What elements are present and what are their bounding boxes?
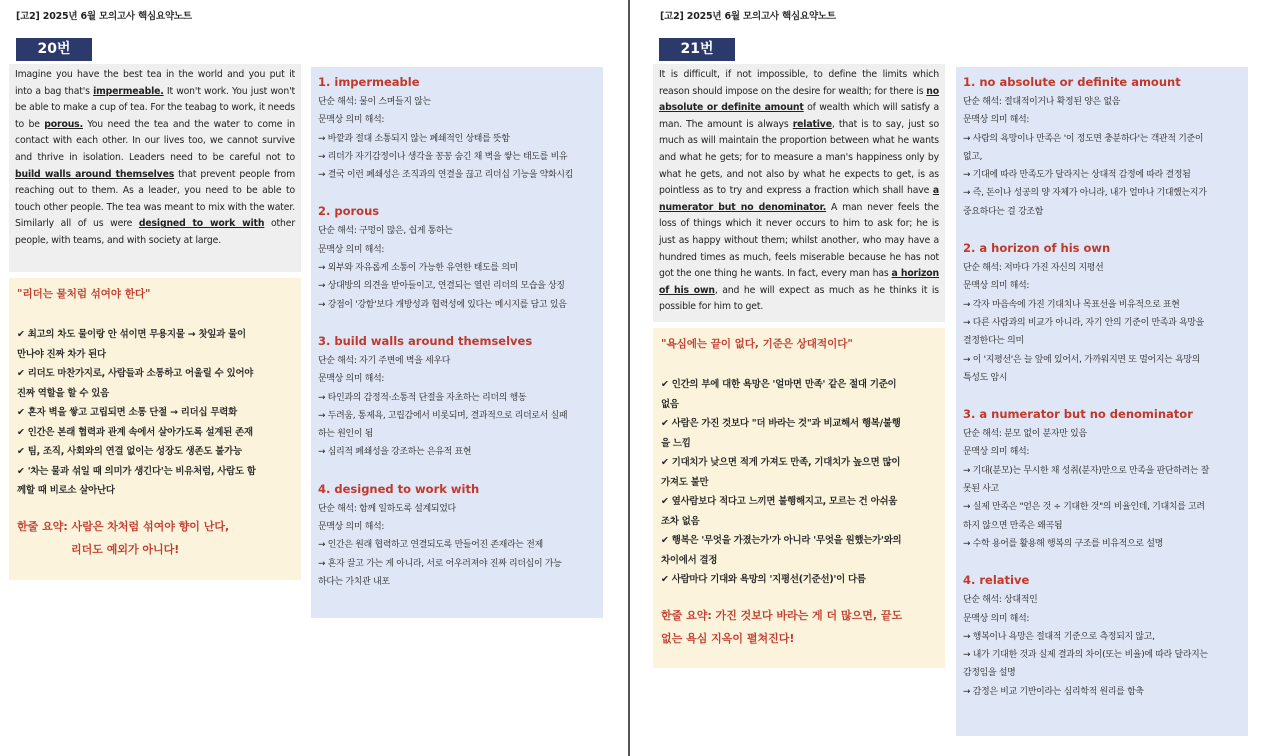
vocab-title: 1. no absolute or definite amount bbox=[963, 75, 1181, 89]
vocab-line: → 상대방의 의견을 받아들이고, 연결되는 열린 리더의 모습을 상징 bbox=[318, 281, 565, 292]
vocab-line: 문맥상 의미 해석: bbox=[963, 447, 1030, 458]
vocab-line: → 이 '지평선'은 늘 앞에 있어서, 가까워지면 또 멀어지는 욕망의 bbox=[963, 354, 1201, 365]
vocab-line: 하는 원인이 됨 bbox=[318, 429, 374, 440]
vocab-line: → 타인과의 감정적·소통적 단절을 자초하는 리더의 행동 bbox=[318, 392, 527, 403]
summary-item: ✔ 인간의 부에 대한 욕망은 '얼마면 만족' 같은 절대 기준이 bbox=[661, 379, 897, 390]
page-divider bbox=[628, 0, 630, 756]
summary-item: 께할 때 비로소 살아난다 bbox=[17, 485, 115, 496]
underlined-term: relative bbox=[792, 118, 832, 130]
page-header: [고2] 2025년 6월 모의고사 핵심요약노트 bbox=[16, 11, 192, 22]
vocab-line: → 각자 마음속에 가진 기대치나 목표선을 비유적으로 표현 bbox=[963, 299, 1180, 310]
vocab-line: → 바깥과 절대 소통되지 않는 폐쇄적인 상태를 뜻함 bbox=[318, 133, 510, 144]
vocab-line: 단순 해석: 함께 일하도록 설계되었다 bbox=[318, 503, 456, 514]
vocab-entry bbox=[318, 478, 596, 591]
underlined-term: a numerator but no denominator. bbox=[659, 185, 939, 213]
vocab-entry bbox=[963, 71, 1241, 221]
passage-segment: It is difficult, if not impossible, to define the limits which reason should impose on the desire for wealth; for there is bbox=[659, 69, 939, 97]
vocab-line: 문맥상 의미 해석: bbox=[963, 613, 1030, 624]
summary-item: ✔ '차는 물과 섞일 때 의미가 생긴다'는 비유처럼, 사람도 함 bbox=[17, 465, 256, 477]
passage-segment: Imagine you have the best tea in the world and you put it into a bag that's bbox=[15, 69, 295, 97]
vocab-title: 3. build walls around themselves bbox=[318, 333, 533, 348]
vocab-title: 4. designed to work with bbox=[318, 481, 480, 496]
one-line-summary-2: 리더도 예외가 아니다! bbox=[71, 542, 180, 556]
page-header: [고2] 2025년 6월 모의고사 핵심요약노트 bbox=[660, 11, 836, 22]
underlined-term: designed to work with bbox=[138, 218, 265, 230]
underlined-term: no absolute or definite amount bbox=[659, 85, 939, 114]
vocab-line: → 심리적 폐쇄성을 강조하는 은유적 표현 bbox=[318, 447, 472, 458]
summary-item: 가져도 불만 bbox=[661, 476, 709, 488]
passage-segment: A man never feels the loss of things which it never occurs to him to ask for; he is just as happy without them; whilst another, who may have a hundred times as much, feels miserable because he has not got the one thing he wants. In fact, every man has bbox=[659, 201, 939, 280]
one-line-summary bbox=[17, 515, 293, 561]
vocab-title: 4. relative bbox=[963, 573, 1030, 588]
vocab-title: 1. impermeable bbox=[318, 75, 420, 89]
vocab-line: 못된 사고 bbox=[963, 484, 999, 495]
vocab-line: 없고, bbox=[963, 151, 983, 162]
passage-segment: , and he will expect as much as he thinks it is possible for him to get. bbox=[659, 284, 939, 313]
summary-list bbox=[17, 325, 293, 501]
vocab-entry bbox=[318, 71, 596, 184]
vocab-line: → 두려움, 통제욕, 고립감에서 비롯되며, 결과적으로 리더로서 실패 bbox=[318, 410, 568, 421]
summary-item: 만나야 진짜 차가 된다 bbox=[17, 348, 106, 360]
summary-item: 진짜 역할을 할 수 있음 bbox=[17, 387, 109, 399]
passage-segment: , that is to say, just so much as will maintain the proportion between what he wants and what he gets; for to measure a man's happiness only by what he gets, and not also by what he expects to get, is as pointless as to try and express a fraction which shall have bbox=[659, 118, 939, 197]
vocab-line: 단순 해석: 절대적이거나 확정된 양은 없음 bbox=[963, 97, 1121, 107]
vocab-line: 감정임을 설명 bbox=[963, 668, 1016, 679]
summary-item: ✔ 사람마다 기대와 욕망의 '지평선(기준선)'이 다름 bbox=[661, 574, 866, 585]
vocab-line: → 내가 기대한 것과 실제 결과의 차이(또는 비율)에 따라 달라지는 bbox=[963, 650, 1208, 661]
one-line-summary-1: 한줄 요약: 가진 것보다 바라는 게 더 많으면, 끝도 bbox=[661, 608, 903, 622]
summary-item: ✔ 팀, 조직, 사회와의 연결 없이는 성장도 생존도 불가능 bbox=[17, 446, 242, 457]
vocab-line: 문맥상 의미 해석: bbox=[318, 115, 385, 126]
passage-text bbox=[9, 64, 301, 272]
vocab-line: → 강점이 '강함'보다 개방성과 협력성에 있다는 메시지를 담고 있음 bbox=[318, 299, 567, 310]
summary-item: 차이에서 결정 bbox=[661, 554, 718, 566]
vocab-entry bbox=[963, 403, 1241, 553]
one-line-summary bbox=[661, 604, 937, 650]
vocab-line: 결정한다는 의미 bbox=[963, 336, 1024, 347]
vocab-line: → 결국 이런 폐쇄성은 조직과의 연결을 끊고 리더십 기능을 약화시킴 bbox=[318, 170, 574, 181]
underlined-term: a horizon of his own bbox=[659, 268, 939, 296]
vocab-line: → 혼자 끌고 가는 게 아니라, 서로 어우러져야 진짜 리더십이 가능 bbox=[318, 558, 562, 569]
summary-item: ✔ 혼자 벽을 쌓고 고립되면 소통 단절 → 리더십 무력화 bbox=[17, 407, 238, 418]
vocab-line: → 리더가 자기감정이나 생각을 꽁꽁 숨긴 채 벽을 쌓는 태도를 비유 bbox=[318, 151, 568, 162]
vocab-line: → 즉, 돈이나 성공의 양 자체가 아니라, 내가 얼마나 기대했는지가 bbox=[963, 188, 1207, 199]
vocab-line: 문맥상 의미 해석: bbox=[318, 244, 385, 255]
summary-item: ✔ 인간은 본래 협력과 관계 속에서 살아가도록 설계된 존재 bbox=[17, 426, 253, 438]
vocab-entry bbox=[318, 200, 596, 313]
vocab-line: → 외부와 자유롭게 소통이 가능한 유연한 태도를 의미 bbox=[318, 263, 518, 274]
passage-segment: of wealth which will satisfy a man. The amount is always bbox=[659, 102, 940, 130]
vocab-line: → 수학 용어를 활용해 행복의 구조를 비유적으로 설명 bbox=[963, 538, 1163, 549]
one-line-summary-2: 없는 욕심 지옥이 펼쳐진다! bbox=[661, 631, 795, 645]
question-number: 21번 bbox=[659, 38, 735, 61]
vocab-line: 문맥상 의미 해석: bbox=[318, 522, 385, 533]
vocab-line: 단순 해석: 저마다 가진 자신의 지평선 bbox=[963, 263, 1104, 274]
page-right bbox=[634, 0, 1262, 756]
passage-segment: that prevent people from reaching out to them. As a leader, you need to be able to touch other people. The tea was meant to mix with the water. Similarly all of us were bbox=[15, 168, 295, 230]
summary-item: 을 느낌 bbox=[661, 437, 691, 449]
underlined-term: porous. bbox=[44, 118, 83, 130]
vocab-line: 하다는 가치관 내포 bbox=[318, 576, 390, 587]
vocab-line: 단순 해석: 자기 주변에 벽을 세우다 bbox=[318, 355, 451, 366]
summary-item: ✔ 기대치가 낮으면 적게 가져도 만족, 기대치가 높으면 많이 bbox=[661, 457, 901, 468]
vocab-line: 단순 해석: 물이 스며들지 않는 bbox=[318, 97, 431, 107]
vocab-entry bbox=[963, 237, 1241, 387]
summary-box bbox=[9, 278, 301, 580]
vocab-line: 단순 해석: 구멍이 많은, 쉽게 통하는 bbox=[318, 226, 453, 237]
summary-item: 없음 bbox=[661, 398, 679, 410]
vocab-box bbox=[956, 67, 1248, 736]
summary-item: ✔ 최고의 차도 물이랑 안 섞이면 무용지물 → 찻잎과 물이 bbox=[17, 329, 246, 340]
summary-item: 조차 없음 bbox=[661, 515, 700, 527]
summary-item: ✔ 사람은 가진 것보다 "더 바라는 것"과 비교해서 행복/불행 bbox=[661, 418, 901, 429]
vocab-line: 문맥상 의미 해석: bbox=[963, 115, 1030, 126]
summary-box bbox=[653, 328, 945, 668]
vocab-line: → 실제 만족은 "얻은 것 ÷ 기대한 것"의 비율인데, 기대치를 고려 bbox=[963, 502, 1205, 513]
vocab-line: 문맥상 의미 해석: bbox=[318, 374, 385, 385]
vocab-line: 단순 해석: 분모 없이 분자만 있음 bbox=[963, 429, 1087, 440]
vocab-title: 2. porous bbox=[318, 204, 380, 219]
passage-text bbox=[653, 64, 945, 322]
vocab-entry bbox=[318, 330, 596, 462]
vocab-line: 특성도 암시 bbox=[963, 372, 1008, 383]
vocab-line: → 기대에 따라 만족도가 달라지는 상대적 감정에 따라 결정됨 bbox=[963, 170, 1191, 181]
summary-item: ✔ 행복은 '무엇을 가졌는가'가 아니라 '무엇을 원했는가'와의 bbox=[661, 535, 902, 546]
vocab-title: 2. a horizon of his own bbox=[963, 241, 1111, 256]
summary-title: "리더는 물처럼 섞여야 한다" bbox=[17, 288, 151, 300]
passage-segment: other people, with teams, and with society at large. bbox=[15, 218, 296, 246]
vocab-line: → 감정은 비교 기반이라는 심리학적 원리를 함축 bbox=[963, 686, 1144, 697]
vocab-line: 하지 않으면 만족은 왜곡됨 bbox=[963, 520, 1063, 531]
underlined-term: build walls around themselves bbox=[15, 168, 175, 180]
vocab-title: 3. a numerator but no denominator bbox=[963, 407, 1193, 422]
vocab-line: → 사람의 욕망이나 만족은 '이 정도면 충분하다'는 객관적 기준이 bbox=[963, 133, 1204, 144]
one-line-summary-1: 한줄 요약: 사람은 차처럼 섞여야 향이 난다, bbox=[17, 519, 230, 533]
vocab-line: 문맥상 의미 해석: bbox=[963, 281, 1030, 292]
underlined-term: impermeable. bbox=[93, 85, 164, 97]
passage-segment: It won't work. You just won't be able to make a cup of tea. For the teabag to work, it needs to be bbox=[15, 85, 295, 130]
vocab-line: 단순 해석: 상대적인 bbox=[963, 595, 1038, 606]
vocab-line: → 행복이나 욕망은 절대적 기준으로 측정되지 않고, bbox=[963, 631, 1155, 642]
summary-title: "욕심에는 끝이 없다, 기준은 상대적이다" bbox=[661, 338, 853, 350]
vocab-line: → 기대(분모)는 무시한 채 성취(분자)만으로 만족을 판단하려는 잘 bbox=[963, 465, 1210, 476]
passage-segment: You need the tea and the water to come in contact with each other. In our lives too, we cannot survive and thrive in isolation. Leaders need to be careful not to bbox=[15, 118, 296, 163]
page-left bbox=[0, 0, 628, 756]
vocab-line: 중요하다는 걸 강조함 bbox=[963, 206, 1044, 217]
vocab-box bbox=[311, 67, 603, 618]
summary-item: ✔ 옆사람보다 적다고 느끼면 불행해지고, 모르는 건 아쉬움 bbox=[661, 496, 898, 507]
summary-item: ✔ 리더도 마찬가지로, 사람들과 소통하고 어울릴 수 있어야 bbox=[17, 368, 254, 379]
vocab-entry bbox=[963, 569, 1241, 701]
summary-list bbox=[661, 375, 937, 590]
vocab-line: → 인간은 원래 협력하고 연결되도록 만들어진 존재라는 전제 bbox=[318, 540, 543, 551]
question-number: 20번 bbox=[16, 38, 92, 61]
vocab-line: → 다른 사람과의 비교가 아니라, 자기 안의 기준이 만족과 욕망을 bbox=[963, 317, 1204, 328]
